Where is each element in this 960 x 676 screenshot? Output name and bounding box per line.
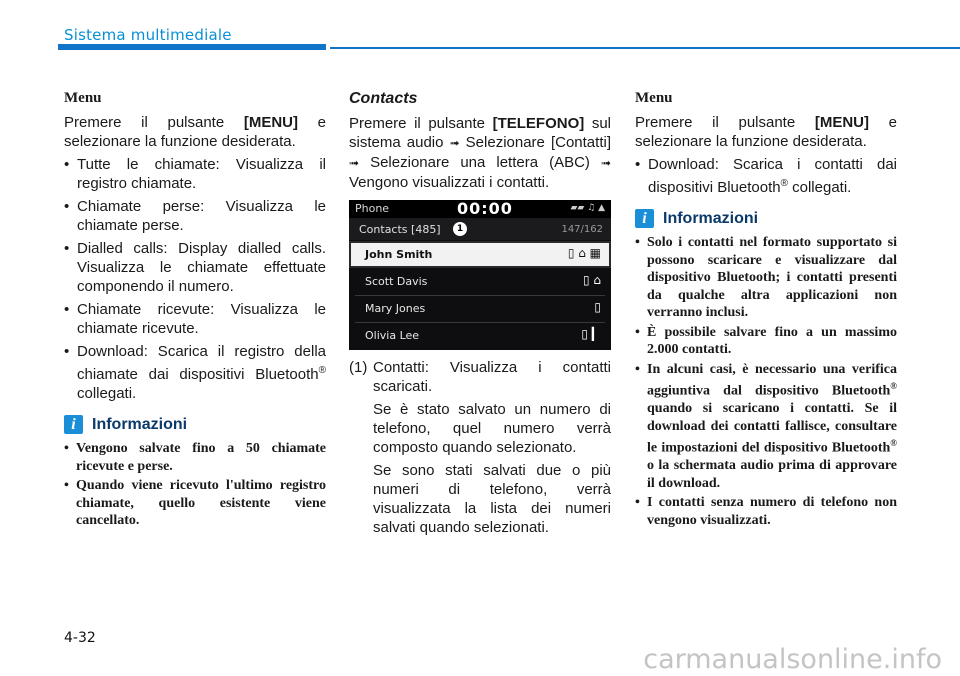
menu-heading: Menu xyxy=(635,90,673,106)
info-icon: i xyxy=(635,209,654,228)
list-item: • Dialled calls: Display dialled calls. Visualizza le chiamate effettuate componendo il numero. xyxy=(64,239,326,296)
callout-number: (1) xyxy=(349,359,368,376)
info-item: • Vengono salvate fino a 50 chiamate ricevute e perse. xyxy=(64,440,326,475)
info-item: • Solo i contatti nel formato supportato si possono scaricare e visualizzare dal dispositivo Bluetooth; i contatti presenti da qualche altra applicazioni non verranno inclusi. xyxy=(635,234,897,322)
info-title: Informazioni xyxy=(92,415,188,433)
list-item: • Chiamate ricevute: Visualizza le chiamate ricevute. xyxy=(64,300,326,338)
menu-heading: Menu xyxy=(64,90,102,106)
info-item: • È possibile salvare fino a un massimo 2.000 contatti. xyxy=(635,324,897,359)
contact-row xyxy=(349,241,611,268)
menu-intro: Premere il pulsante [MENU] e selezionare la funzione desiderata. xyxy=(635,114,897,150)
arrow-icon: ➟ xyxy=(449,136,460,150)
watermark: carmanualsonline.info xyxy=(643,644,942,675)
screen-contacts-label: Contacts [485] xyxy=(359,223,441,236)
contact-name: Scott Davis xyxy=(365,275,428,288)
info-box-header xyxy=(635,209,897,228)
callout-explanations xyxy=(349,358,611,537)
contact-row xyxy=(349,268,611,295)
info-item: • In alcuni casi, è necessario una verifica aggiuntiva dal dispositivo Bluetooth® quando si scaricano i contatti. Se il download dei contatti fallisce, consultare le impostazioni del dispositivo Bluetooth® o la schermata audio prima di approvare il download. xyxy=(635,361,897,493)
contact-name: John Smith xyxy=(365,248,433,261)
info-box-header xyxy=(64,415,326,434)
info-title: Informazioni xyxy=(663,209,759,227)
screen-status-icons: ▰▰ ♫ ▲ xyxy=(570,203,605,213)
info-icon: i xyxy=(64,415,83,434)
menu-key-label: [MENU] xyxy=(243,114,298,131)
menu-intro: Premere il pulsante [MENU] e selezionare la funzione desiderata. xyxy=(64,114,326,150)
list-item: • Download: Scarica i contatti dai dispositivi Bluetooth® collegati. xyxy=(635,155,897,197)
screen-clock: 00:00 xyxy=(457,200,513,218)
contact-type-icons: ▯ ▎ xyxy=(581,327,601,341)
header-bar-thick xyxy=(58,44,326,50)
call-log-options-list xyxy=(64,155,326,403)
contacts-menu-list xyxy=(635,155,897,197)
info-list xyxy=(635,234,897,529)
menu-key-label: [MENU] xyxy=(814,114,869,131)
contact-name: Olivia Lee xyxy=(365,329,420,342)
list-item: • Download: Scarica il registro della chiamate dai dispositivi Bluetooth® collegati. xyxy=(64,342,326,403)
contact-row xyxy=(349,295,611,322)
screen-app-name: Phone xyxy=(355,202,390,215)
header-bar-thin xyxy=(330,47,960,49)
screen-contacts-count: 147/162 xyxy=(561,224,603,235)
section-title: Sistema multimediale xyxy=(64,26,232,44)
phone-contacts-screenshot xyxy=(349,200,611,350)
arrow-icon: ➟ xyxy=(349,156,360,170)
column-contacts-menu xyxy=(635,90,897,531)
contact-type-icons: ▯ ⌂ xyxy=(582,273,601,287)
info-list xyxy=(64,440,326,530)
callout-badge: 1 xyxy=(453,222,467,236)
contact-type-icons: ▯ ⌂ ▦ xyxy=(567,246,601,260)
list-item: • Tutte le chiamate: Visualizza il registro chiamate. xyxy=(64,155,326,193)
column-call-log-menu xyxy=(64,90,326,532)
list-item: (1) Contatti: Visualizza i contatti scaricati. Se è stato salvato un numero di telefono, quel numero verrà composto quando selezionato. Se sono stati salvati due o più numeri di telefono, verrà visualizzata la lista dei numeri salvati quando selezionati. xyxy=(349,359,611,536)
contacts-heading: Contacts xyxy=(349,90,418,107)
contact-name: Mary Jones xyxy=(365,302,426,315)
contact-row xyxy=(349,322,611,349)
arrow-icon: ➟ xyxy=(600,156,611,170)
page-number: 4-32 xyxy=(64,630,96,646)
column-contacts xyxy=(349,90,611,541)
telefono-key-label: [TELEFONO] xyxy=(492,115,585,132)
contacts-intro: Premere il pulsante [TELEFONO] sul sistema audio ➟ Selezionare [Contatti] ➟ Selezionare una lettera (ABC) ➟ Vengono visualizzati i contatti. xyxy=(349,115,611,191)
info-item: • Quando viene ricevuto l'ultimo registro chiamate, quello esistente viene cancellato. xyxy=(64,477,326,530)
info-item: • I contatti senza numero di telefono non vengono visualizzati. xyxy=(635,494,897,529)
list-item: • Chiamate perse: Visualizza le chiamate perse. xyxy=(64,197,326,235)
contact-type-icons: ▯ xyxy=(594,300,601,314)
